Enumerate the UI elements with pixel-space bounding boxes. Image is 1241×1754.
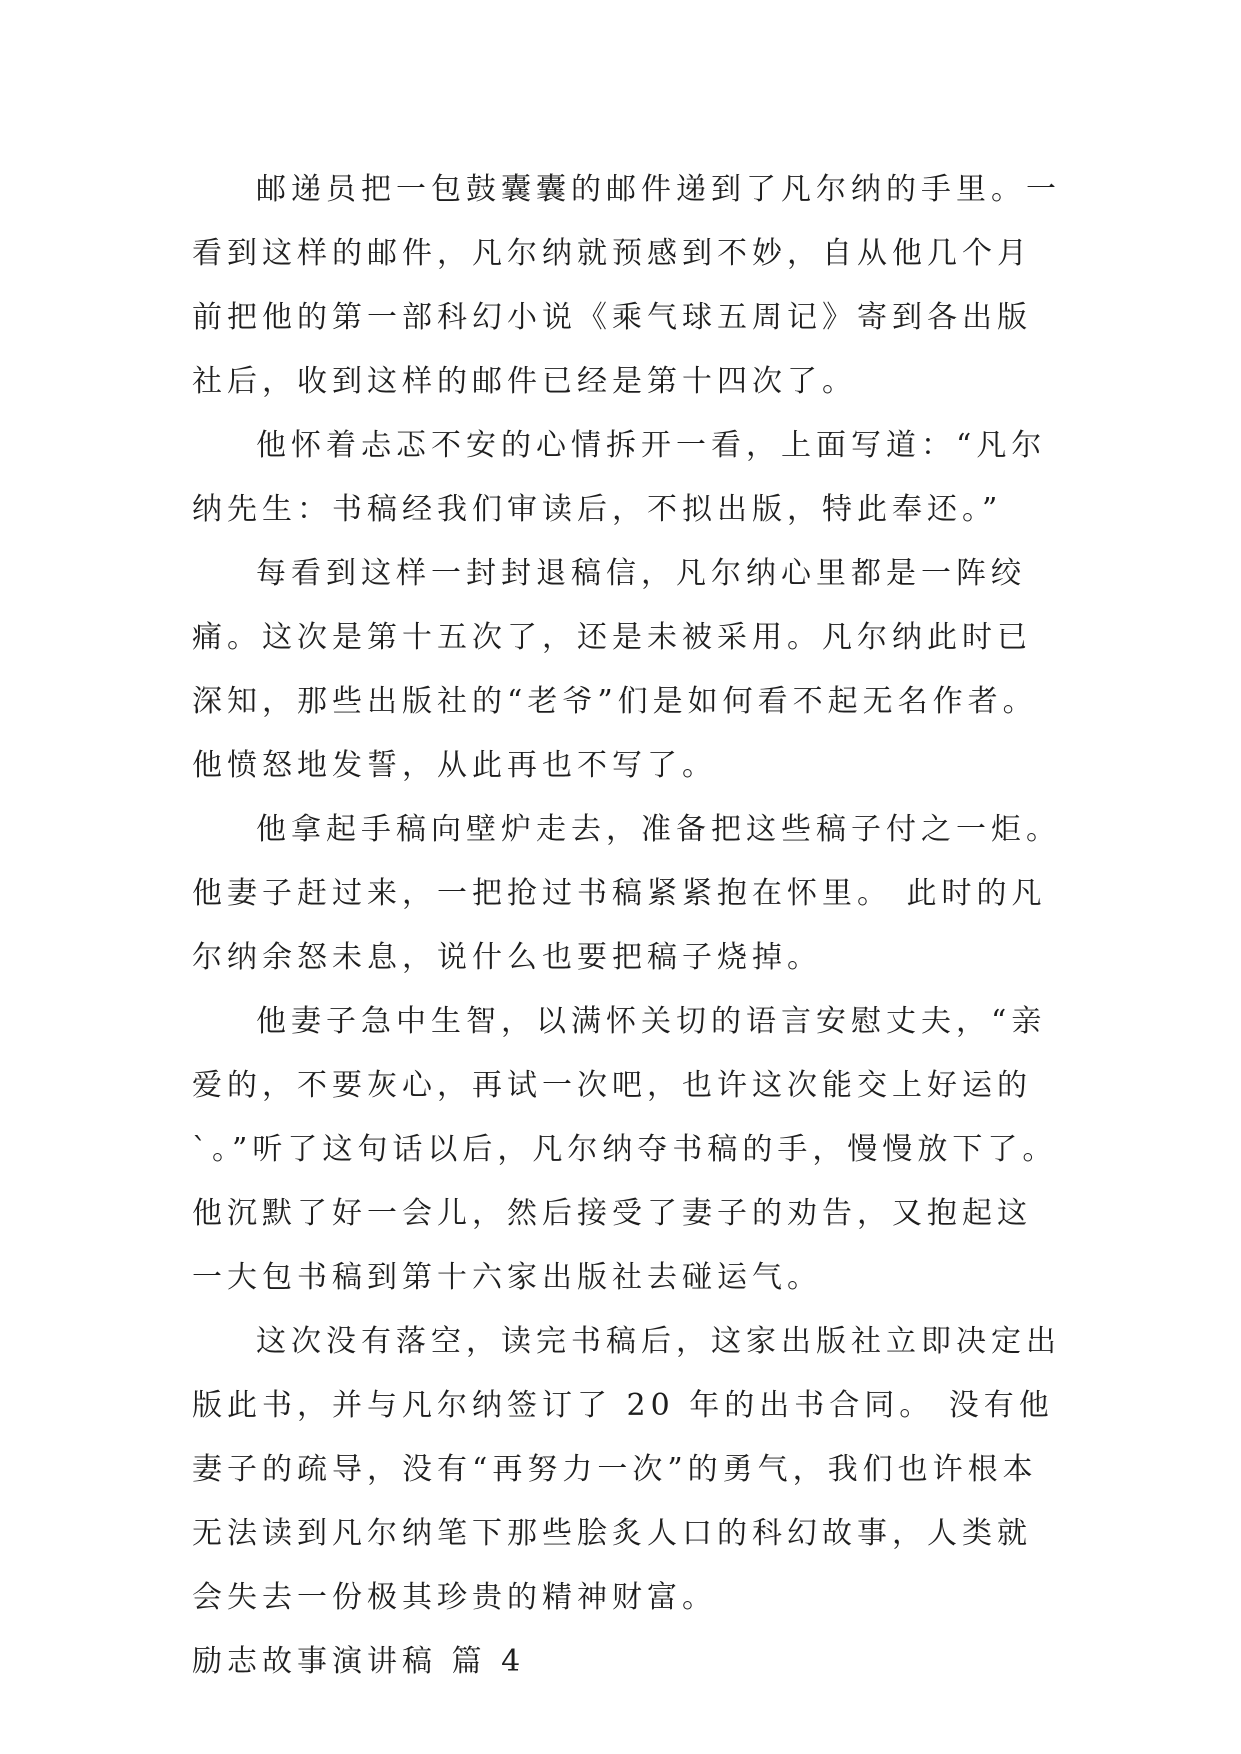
paragraph-2: 他怀着忐忑不安的心情拆开一看，上面写道：“凡尔纳先生：书稿经我们审读后，不拟出版，特此奉还。”	[192, 428, 1047, 527]
paragraph-1: 邮递员把一包鼓囊囊的邮件递到了凡尔纳的手里。一看到这样的邮件，凡尔纳就预感到不妙，自从他几个月前把他的第一部科幻小说《乘气球五周记》寄到各出版社后，收到这样的邮件已经是第十四次了。	[192, 172, 1061, 399]
paragraph-5: 他妻子急中生智，以满怀关切的语言安慰丈夫，“亲爱的，不要灰心，再试一次吧，也许这次能交上好运的`。”听了这句话以后，凡尔纳夺书稿的手，慢慢放下了。他沉默了好一会儿，然后接受了妻子的劝告，又抱起这一大包书稿到第十六家出版社去碰运气。	[192, 1004, 1058, 1295]
paragraph-3: 每看到这样一封封退稿信，凡尔纳心里都是一阵绞痛。这次是第十五次了，还是未被采用。凡尔纳此时已深知，那些出版社的“老爷”们是如何看不起无名作者。他愤怒地发誓，从此再也不写了。	[192, 556, 1038, 783]
paragraph-6: 这次没有落空，读完书稿后，这家出版社立即决定出版此书，并与凡尔纳签订了 20 年的出书合同。 没有他妻子的疏导，没有“再努力一次”的勇气，我们也许根本无法读到凡尔纳笔下那些脍炙人口的科幻故事，人类就会失去一份极其珍贵的精神财富。	[192, 1324, 1061, 1615]
section-heading: 励志故事演讲稿 篇 4	[192, 1644, 526, 1679]
document-body	[192, 158, 1062, 1694]
paragraph-4: 他拿起手稿向壁炉走去，准备把这些稿子付之一炬。他妻子赶过来，一把抢过书稿紧紧抱在怀里。 此时的凡尔纳余怒未息，说什么也要把稿子烧掉。	[192, 812, 1061, 975]
